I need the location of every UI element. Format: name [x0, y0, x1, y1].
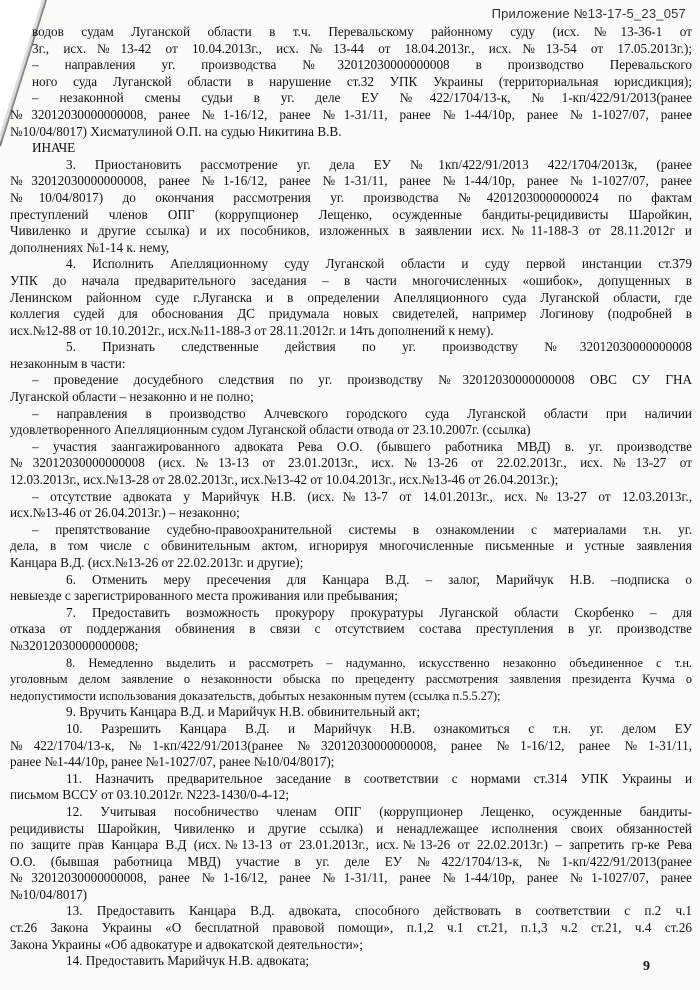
text-line: №10/04/8017) Хисматулиной О.П. на судью Никитина В.В. — [10, 123, 342, 139]
text-line: – незаконной смены судьи в уг. деле ЕУ №422/1704/13-к, №1-кп/422/91/2013(ранее — [32, 90, 692, 106]
text-line: 13. Предоставить Канцара В.Д. адвоката, способного действовать в соответствии с п.2 ч.1 — [66, 903, 692, 919]
text-line: 8. Немедленно выделить и рассмотреть – надуманно, искусственно незаконно объединенное с т.н. — [66, 655, 692, 670]
text-line: недопустимости использования доказательств, добытых незаконным путем (ссылка п.5.5.27); — [10, 688, 501, 703]
text-line: №32012030000000008, ранее №1-16/12, ранее №1-31/11, ранее №1-44/10р, ранее №1-1027/07, ранее — [10, 106, 692, 122]
text-line: дополнениях №1-14 к. нему, — [10, 239, 170, 255]
text-line: 12. Учитывая пособничество членам ОПГ (коррупционер Лещенко, осужденные бандиты- — [66, 803, 692, 819]
text-line: №10/04/8017) — [10, 886, 88, 902]
text-line: уголовным делом заявление о незаконности обыска по прецеденту рассмотрения заявления президента Кучма о — [10, 672, 692, 687]
text-line: – проведение досудебного следствия по уг. производству №32012030000000008 ОВС СУ ГНА — [32, 372, 692, 388]
text-line: преступлений членов ОПГ (коррупционер Лещенко, осужденные бандиты-рецидивисты Шаройкин, — [10, 206, 692, 222]
text-line: – направления уг. производства №32012030000000008 в производство Перевальского — [32, 57, 692, 73]
text-line: Луганской области – незаконно и не полно; — [10, 389, 254, 405]
text-line: 3. Приостановить рассмотрение уг. дела ЕУ №1кп/422/91/2013 422/1704/2013к, (ранее — [66, 156, 692, 172]
text-line: 4. Исполнить Апелляционному суду Луганской области и суду первой инстанции ст.379 — [66, 256, 692, 272]
text-line: ного суда Луганской области в нарушение ст.32 УПК Украины (территориальная юрисдикция); — [32, 73, 692, 89]
text-line: №422/1704/13-к, №1-кп/422/91/2013(ранее №32012030000000008, ранее №1-16/12, ранее №1-31/11, — [10, 737, 692, 753]
text-line: ранее №1-44/10р, ранее №1-1027/07, ранее №10/04/8017); — [10, 754, 335, 770]
text-line: ст.26 Закона Украины «О бесплатной правовой помощи», п.1,2 ч.1 ст.21, п.1,3 ч.2 ст.21, ч.4 ст.26 — [10, 920, 692, 936]
text-line: удовлетворенного Апелляционным судом Луганской области отвода от 23.10.2007г. (ссылка) — [10, 422, 531, 438]
page-number: 9 — [643, 959, 650, 975]
appendix-label: Приложение №13-17-5_23_057 — [491, 6, 686, 21]
text-line: 3г., исх.№13-42 от 10.04.2013г., исх.№13-44 от 18.04.2013г., исх.№13-54 от 17.05.2013г.); — [32, 40, 692, 56]
text-line: №32012030000000008, ранее №1-16/12, ранее №1-31/11, ранее №1-44/10р, ранее №1-1027/07, ранее — [10, 173, 692, 189]
text-line: – препятствование судебно-правоохранительной системы в ознакомлении с материалами т.н. уг. — [32, 521, 692, 537]
text-line: исх.№12-88 от 10.10.2012г., исх.№11-188-3 от 28.11.2012г. и 14ть дополнений к нему). — [10, 322, 494, 338]
text-line: №32012030000000008, ранее №1-16/12, ранее №1-31/11, ранее №1-44/10р, ранее №1-1027/07, ранее — [10, 870, 692, 886]
document-body — [10, 24, 692, 970]
text-line: 14. Предоставить Марийчук Н.В. адвоката; — [66, 953, 310, 969]
text-line: отказа от поддержания обвинения в связи с отсутствием состава преступления в уг. производстве — [10, 621, 692, 637]
text-line: письмом ВССУ от 03.10.2012г. N223-1430/0-4-12; — [10, 787, 290, 803]
text-line: 6. Отменить меру пресечения для Канцара В.Д. – залог, Марийчук Н.В. –подписка о — [66, 571, 692, 587]
text-line: 10. Разрешить Канцара В.Д. и Марийчук Н.В. ознакомиться с т.н. уг. делом ЕУ — [66, 720, 692, 736]
text-line: №10/04/8017) до окончания рассмотрения уг. производства №42012030000000024 по фактам — [10, 189, 692, 205]
section-heading: ИНАЧЕ — [32, 140, 76, 156]
text-line: Ленинском районном суде г.Луганска и в определении Апелляционного суда Луганской области, где — [10, 289, 692, 305]
text-line: УПК до начала предварительного заседания – в части многочисленных «ошибок», допущенных в — [10, 272, 692, 288]
text-line: – отсутствие адвоката у Марийчук Н.В. (исх.№13-7 от 14.01.2013г., исх.№13-27 от 12.03.2013г., — [32, 488, 692, 504]
text-line: Канцара В.Д. (исх.№13-26 от 22.02.2013г. и другие); — [10, 555, 304, 570]
text-line: незаконным в части: — [10, 355, 126, 371]
text-line: – участия заангажированного адвоката Рева О.О. (бывшего работника МВД) в. уг. производстве — [32, 438, 692, 454]
text-line: Закона Украины «Об адвокатуре и адвокатской деятельности»; — [10, 936, 363, 952]
text-line: – направления в производство Алчевского городского суда Луганской области при наличии — [32, 405, 692, 421]
text-line: по защите прав Канцара В.Д (исх.№13-13 от 23.01.2013г., исх.№13-26 от 22.02.2013г.) – запретить гр-ке Рева — [10, 837, 692, 853]
text-line: 11. Назначить предварительное заседание в соответствии с нормами ст.314 УПК Украины и — [66, 770, 692, 786]
text-line: рецидивисты Шаройкин, Чивиленко и другие ссылка) и ненадлежащее исполнения своих обязанностей — [10, 820, 692, 836]
text-line: №32012030000000008 (исх.№13-13 от 23.01.2013г., исх.№13-26 от 22.02.2013г., исх.№13-27 от — [10, 455, 692, 471]
text-line: невыезде с зарегистрированного места проживания или пребывания; — [10, 588, 398, 604]
text-line: 9. Вручить Канцара В.Д. и Марийчук Н.В. обвинительный акт; — [66, 704, 421, 720]
text-line: исх.№13-46 от 26.04.2013г.) – незаконно; — [10, 505, 240, 521]
text-line: коллегия судей для обоснования ДС придумала новых свидетелей, например Логинову (подробней в — [10, 306, 692, 322]
text-line: 12.03.2013г., исх.№13-28 от 28.02.2013г., исх.№13-42 от 10.04.2013г., исх.№13-46 от 26.04.2013г.); — [10, 472, 559, 488]
text-line: №32012030000000008; — [10, 637, 139, 653]
text-line: 5. Признать следственные действия по уг. производству №32012030000000008 — [66, 339, 692, 355]
text-line: Чивиленко и другие ссылка) и их пособников, изложенных в заявлении исх.№11-188-3 от 28.11.2012г и — [10, 223, 692, 239]
text-line: водов судам Луганской области в т.ч. Перевальскому районному суду (исх.№13-36-1 от — [32, 24, 692, 39]
text-line: дела, в том числе с обвинительным актом, игнорируя многочисленные письменные и устные заявления — [10, 538, 692, 554]
text-line: 7. Предоставить возможность прокурору прокуратуры Луганской области Скорбенко – для — [66, 604, 692, 620]
text-line: О.О. (бывшая работница МВД) участие в уг. деле ЕУ №422/1704/13-к, №1-кп/422/91/2013(ранее — [10, 853, 692, 869]
